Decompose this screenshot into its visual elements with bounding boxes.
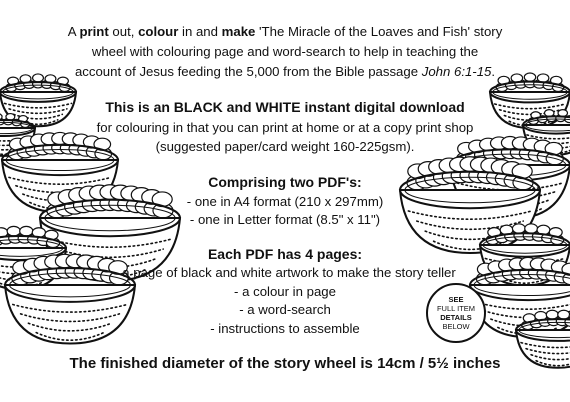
download-heading: This is an BLACK and WHITE instant digital download (105, 99, 465, 115)
page-item: - a colour in page (234, 284, 336, 299)
download-line-1: for colouring in that you can print at home or at a copy print shop (96, 120, 474, 135)
pages-heading: Each PDF has 4 pages: (207, 246, 363, 262)
page-item: - a word-search (239, 302, 331, 317)
format-item: - one in Letter format (8.5" x 11") (189, 212, 381, 227)
footer-diameter-note: The finished diameter of the story wheel is 14cm / 5½ inches (69, 355, 501, 372)
intro-line-2: wheel with colouring page and word-search to help in teaching the (91, 44, 479, 59)
see-details-badge (426, 283, 486, 343)
badge-line: SEE (448, 295, 464, 304)
page-item: - instructions to assemble (210, 321, 360, 336)
intro-line-1: A print out, colour in and make 'The Miracle of the Loaves and Fish' story (67, 24, 503, 39)
format-item: - one in A4 format (210 x 297mm) (186, 194, 384, 209)
badge-line: FULL ITEM (436, 304, 476, 313)
download-line-2: (suggested paper/card weight 160-225gsm). (155, 139, 415, 154)
badge-line: DETAILS (440, 313, 472, 322)
page-item: - a page of black and white artwork to make the story teller (114, 265, 456, 280)
intro-line-3: account of Jesus feeding the 5,000 from the Bible passage John 6:1-15. (74, 64, 496, 79)
badge-line: BELOW (442, 322, 470, 331)
formats-heading: Comprising two PDF's: (208, 174, 362, 190)
